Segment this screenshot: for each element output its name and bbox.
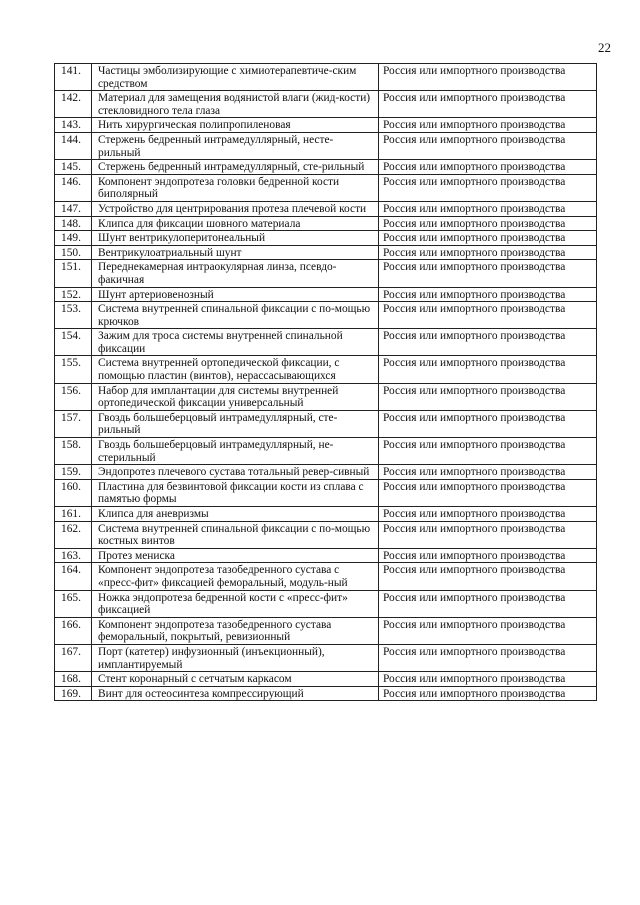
device-name: Шунт артериовенозный bbox=[92, 287, 379, 302]
device-origin: Россия или импортного производства bbox=[379, 64, 597, 91]
device-origin: Россия или импортного производства bbox=[379, 302, 597, 329]
device-name: Гвоздь большеберцовый интрамедуллярный, не-стерильный bbox=[92, 438, 379, 465]
device-origin: Россия или импортного производства bbox=[379, 91, 597, 118]
row-number: 169. bbox=[55, 686, 92, 701]
device-origin: Россия или импортного производства bbox=[379, 160, 597, 175]
table-row bbox=[55, 245, 597, 260]
device-origin: Россия или импортного производства bbox=[379, 465, 597, 480]
device-name: Гвоздь большеберцовый интрамедуллярный, сте-рильный bbox=[92, 410, 379, 437]
device-name: Частицы эмболизирующие с химиотерапевтиче-ским средством bbox=[92, 64, 379, 91]
table-row bbox=[55, 644, 597, 671]
row-number: 167. bbox=[55, 644, 92, 671]
row-number: 155. bbox=[55, 356, 92, 383]
device-name: Переднекамерная интраокулярная линза, псевдо-факичная bbox=[92, 260, 379, 287]
device-origin: Россия или импортного производства bbox=[379, 617, 597, 644]
device-origin: Россия или импортного производства bbox=[379, 410, 597, 437]
device-name: Компонент эндопротеза головки бедренной кости биполярный bbox=[92, 174, 379, 201]
page-number: 22 bbox=[598, 40, 611, 55]
table-body bbox=[55, 64, 597, 701]
device-origin: Россия или импортного производства bbox=[379, 216, 597, 231]
row-number: 157. bbox=[55, 410, 92, 437]
device-name: Клипса для аневризмы bbox=[92, 507, 379, 522]
device-origin: Россия или импортного производства bbox=[379, 644, 597, 671]
row-number: 168. bbox=[55, 672, 92, 687]
device-name: Эндопротез плечевого сустава тотальный ревер-сивный bbox=[92, 465, 379, 480]
table-row bbox=[55, 329, 597, 356]
table-row bbox=[55, 465, 597, 480]
device-origin: Россия или импортного производства bbox=[379, 507, 597, 522]
row-number: 161. bbox=[55, 507, 92, 522]
device-name: Зажим для троса системы внутренней спинальной фиксации bbox=[92, 329, 379, 356]
table-row bbox=[55, 160, 597, 175]
row-number: 165. bbox=[55, 590, 92, 617]
table-row bbox=[55, 507, 597, 522]
device-origin: Россия или импортного производства bbox=[379, 563, 597, 590]
device-name: Шунт вентрикулоперитонеальный bbox=[92, 231, 379, 246]
device-origin: Россия или импортного производства bbox=[379, 590, 597, 617]
row-number: 160. bbox=[55, 479, 92, 506]
row-number: 154. bbox=[55, 329, 92, 356]
table-row bbox=[55, 356, 597, 383]
device-origin: Россия или импортного производства bbox=[379, 132, 597, 159]
device-origin: Россия или импортного производства bbox=[379, 521, 597, 548]
row-number: 144. bbox=[55, 132, 92, 159]
row-number: 163. bbox=[55, 548, 92, 563]
device-name: Нить хирургическая полипропиленовая bbox=[92, 118, 379, 133]
table-row bbox=[55, 287, 597, 302]
device-name: Система внутренней спинальной фиксации с по-мощью крючков bbox=[92, 302, 379, 329]
table-row bbox=[55, 438, 597, 465]
device-origin: Россия или импортного производства bbox=[379, 548, 597, 563]
row-number: 152. bbox=[55, 287, 92, 302]
table-row bbox=[55, 231, 597, 246]
device-origin: Россия или импортного производства bbox=[379, 231, 597, 246]
device-origin: Россия или импортного производства bbox=[379, 201, 597, 216]
table-row bbox=[55, 174, 597, 201]
device-origin: Россия или импортного производства bbox=[379, 383, 597, 410]
device-name: Стент коронарный с сетчатым каркасом bbox=[92, 672, 379, 687]
table-row bbox=[55, 132, 597, 159]
row-number: 149. bbox=[55, 231, 92, 246]
device-list-table bbox=[54, 63, 597, 701]
device-origin: Россия или импортного производства bbox=[379, 287, 597, 302]
table-row bbox=[55, 118, 597, 133]
device-name: Стержень бедренный интрамедуллярный, сте-рильный bbox=[92, 160, 379, 175]
table-row bbox=[55, 521, 597, 548]
row-number: 153. bbox=[55, 302, 92, 329]
device-name: Ножка эндопротеза бедренной кости с «пресс-фит» фиксацией bbox=[92, 590, 379, 617]
table-row bbox=[55, 91, 597, 118]
device-name: Вентрикулоатриальный шунт bbox=[92, 245, 379, 260]
device-origin: Россия или импортного производства bbox=[379, 260, 597, 287]
device-origin: Россия или импортного производства bbox=[379, 356, 597, 383]
device-name: Порт (катетер) инфузионный (инъекционный), имплантируемый bbox=[92, 644, 379, 671]
row-number: 151. bbox=[55, 260, 92, 287]
device-origin: Россия или импортного производства bbox=[379, 438, 597, 465]
row-number: 166. bbox=[55, 617, 92, 644]
device-name: Протез мениска bbox=[92, 548, 379, 563]
device-origin: Россия или импортного производства bbox=[379, 245, 597, 260]
table-row bbox=[55, 64, 597, 91]
device-name: Винт для остеосинтеза компрессирующий bbox=[92, 686, 379, 701]
table-row bbox=[55, 590, 597, 617]
table-row bbox=[55, 617, 597, 644]
device-origin: Россия или импортного производства bbox=[379, 479, 597, 506]
device-origin: Россия или импортного производства bbox=[379, 329, 597, 356]
device-name: Устройство для центрирования протеза плечевой кости bbox=[92, 201, 379, 216]
device-name: Система внутренней спинальной фиксации с по-мощью костных винтов bbox=[92, 521, 379, 548]
device-name: Компонент эндопротеза тазобедренного сустава с «пресс-фит» фиксацией феморальный, модуль-ный bbox=[92, 563, 379, 590]
device-name: Система внутренней ортопедической фиксации, с помощью пластин (винтов), нерассасывающихся bbox=[92, 356, 379, 383]
row-number: 145. bbox=[55, 160, 92, 175]
device-origin: Россия или импортного производства bbox=[379, 672, 597, 687]
table-row bbox=[55, 201, 597, 216]
row-number: 159. bbox=[55, 465, 92, 480]
table-row bbox=[55, 672, 597, 687]
table-row bbox=[55, 563, 597, 590]
row-number: 164. bbox=[55, 563, 92, 590]
row-number: 142. bbox=[55, 91, 92, 118]
table-row bbox=[55, 260, 597, 287]
row-number: 143. bbox=[55, 118, 92, 133]
table-row bbox=[55, 410, 597, 437]
device-name: Стержень бедренный интрамедуллярный, несте-рильный bbox=[92, 132, 379, 159]
row-number: 141. bbox=[55, 64, 92, 91]
device-origin: Россия или импортного производства bbox=[379, 174, 597, 201]
row-number: 150. bbox=[55, 245, 92, 260]
row-number: 147. bbox=[55, 201, 92, 216]
device-name: Пластина для безвинтовой фиксации кости из сплава с памятью формы bbox=[92, 479, 379, 506]
device-name: Набор для имплантации для системы внутренней ортопедической фиксации универсальный bbox=[92, 383, 379, 410]
row-number: 156. bbox=[55, 383, 92, 410]
row-number: 162. bbox=[55, 521, 92, 548]
device-name: Клипса для фиксации шовного материала bbox=[92, 216, 379, 231]
device-name: Компонент эндопротеза тазобедренного сустава феморальный, покрытый, ревизионный bbox=[92, 617, 379, 644]
table-row bbox=[55, 479, 597, 506]
table-row bbox=[55, 686, 597, 701]
table-row bbox=[55, 216, 597, 231]
table-row bbox=[55, 302, 597, 329]
row-number: 148. bbox=[55, 216, 92, 231]
device-origin: Россия или импортного производства bbox=[379, 118, 597, 133]
device-origin: Россия или импортного производства bbox=[379, 686, 597, 701]
table-row bbox=[55, 383, 597, 410]
table-row bbox=[55, 548, 597, 563]
row-number: 146. bbox=[55, 174, 92, 201]
row-number: 158. bbox=[55, 438, 92, 465]
device-name: Материал для замещения водянистой влаги (жид-кости) стекловидного тела глаза bbox=[92, 91, 379, 118]
